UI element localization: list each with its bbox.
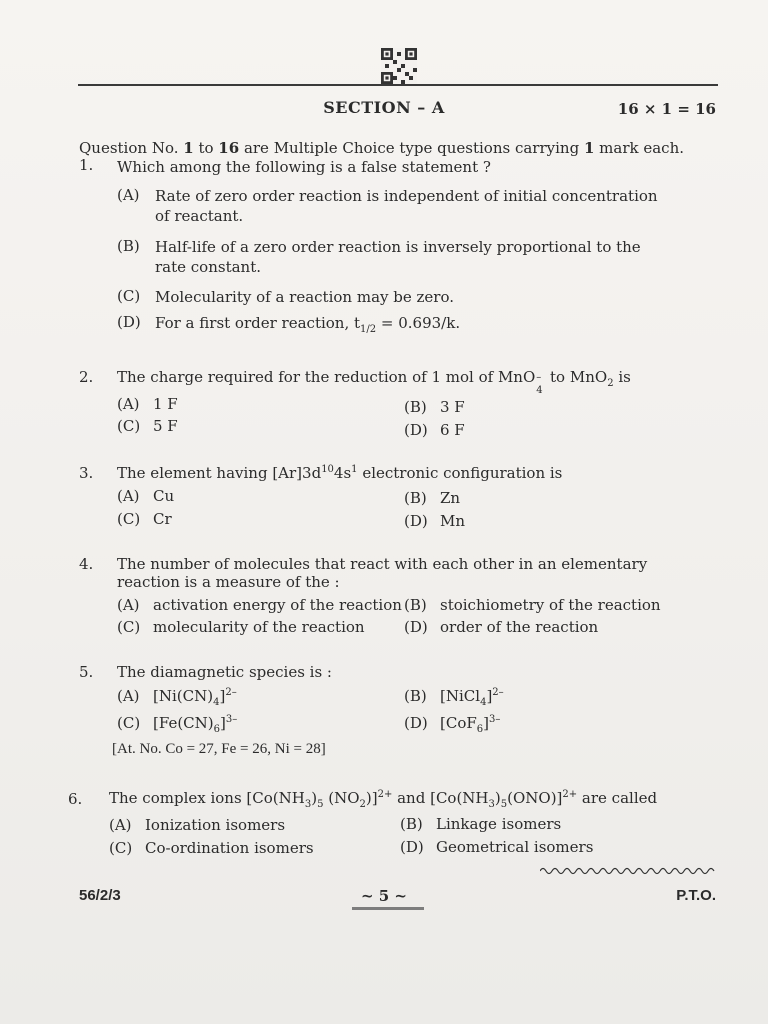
- question-option: (D) Mn: [404, 512, 466, 530]
- question-option: (A) activation energy of the reaction: [117, 596, 402, 614]
- question-option: (B) Zn: [404, 489, 461, 507]
- question-option: (B) 3 F: [404, 398, 465, 416]
- question-text: The element having $[Ar]3d^{10}4s^1$ electronic configuration is: [117, 464, 563, 482]
- atomic-number-note: [At. No. Co = 27, Fe = 26, Ni = 28]: [112, 741, 326, 757]
- question-option: (A) Rate of zero order reaction is independent of initial concentration of reactant.: [117, 186, 658, 225]
- question-number: 4.: [79, 555, 94, 573]
- qr-code-icon: [381, 48, 417, 84]
- question-text: Which among the following is a false statement ?: [117, 158, 491, 176]
- question-option: (A) 1 F: [117, 395, 178, 413]
- question-number: 6.: [68, 790, 83, 808]
- question-option: (D) order of the reaction: [404, 618, 599, 636]
- question-option: (C) molecularity of the reaction: [117, 618, 365, 636]
- question-option: (B) stoichiometry of the reaction: [404, 596, 661, 614]
- question-number: 2.: [79, 368, 94, 386]
- top-rule: [78, 84, 718, 86]
- question-option: (C) Molecularity of a reaction may be zero.: [117, 287, 454, 306]
- section-marks: 16 × 1 = 16: [617, 100, 716, 118]
- page-number: ~ 5 ~: [360, 887, 408, 905]
- question-option: (A) $[Ni(CN)_4]^{2-}$: [117, 687, 237, 708]
- question-option: (B) Half-life of a zero order reaction is inversely proportional to the rate constant.: [117, 237, 641, 276]
- question-number: 5.: [79, 663, 94, 681]
- question-option: (C) 5 F: [117, 417, 178, 435]
- question-option: (B) [NiCl$_4$]$^{2-}$: [404, 687, 504, 708]
- question-option: (C) $[Fe(CN)_6]^{3-}$: [117, 714, 238, 735]
- page-number-underline: [352, 907, 424, 910]
- question-number: 1.: [79, 156, 94, 174]
- question-text: The diamagnetic species is :: [117, 663, 332, 681]
- question-text: The complex ions [$Co(NH_3)_5$ $(NO_2)]^{2+}$ and $[Co(NH_3)_5(ONO)]^{2+}$ are called: [109, 789, 658, 810]
- section-instruction: Question No. 1 to 16 are Multiple Choice type questions carrying 1 mark each.: [79, 139, 685, 157]
- question-option: (D) For a first order reaction, $t_{1/2} = 0.693/k$.: [117, 313, 461, 335]
- wavy-divider: [540, 866, 716, 876]
- section-title: SECTION – A: [323, 98, 445, 117]
- question-option: (B) Linkage isomers: [400, 815, 562, 833]
- question-text: The number of molecules that react with each other in an elementary reaction is a measure of the :: [117, 555, 648, 591]
- question-option: (A) Cu: [117, 487, 175, 505]
- question-option: (C) Co-ordination isomers: [109, 839, 314, 857]
- question-option: (D) $[CoF_6]^{3-}$: [404, 714, 501, 735]
- question-option: (C) Cr: [117, 510, 172, 528]
- question-option: (D) Geometrical isomers: [400, 838, 594, 856]
- question-number: 3.: [79, 464, 94, 482]
- question-option: (A) Ionization isomers: [109, 816, 286, 834]
- pto-label: P.T.O.: [676, 887, 716, 904]
- question-option: (D) 6 F: [404, 421, 465, 439]
- paper-code: 56/2/3: [79, 887, 121, 904]
- question-text: The charge required for the reduction of 1 mol of MnO – 4 to MnO$_2$ is: [117, 368, 631, 396]
